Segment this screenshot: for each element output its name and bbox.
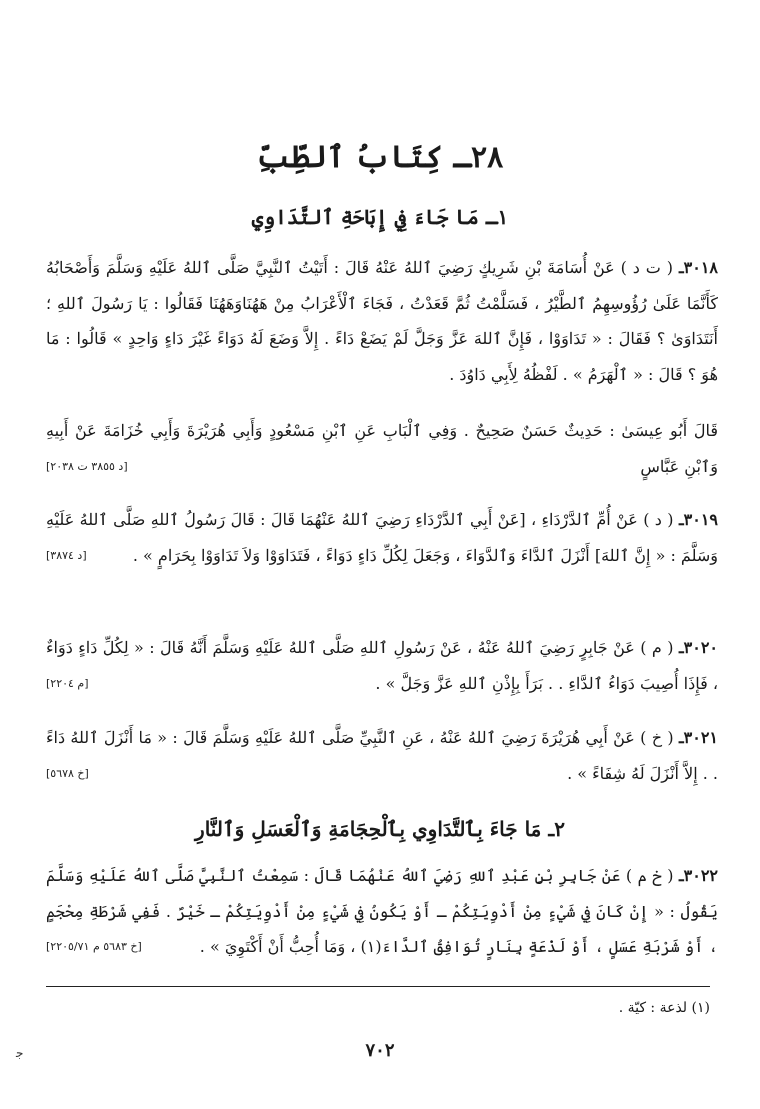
- source-reference: [د ٣٨٧٤]: [46, 548, 87, 562]
- hadith-text: ( م ) عَنْ جَابِرٍ رَضِيَ ٱللهُ عَنْهُ ، عَنْ رَسُولِ ٱللهِ صَلَّى ٱللهُ عَلَيْهِ وَسَلَّمَ أَنَّهُ قَالَ : « لِكُلِّ دَاءٍ دَوَاءٌ ، فَإِذَا أُصِيبَ دَوَاءُ ٱلدَّاءِ . . بَرَأَ بِإِذْنِ ٱللهِ عَزَّ وَجَلَّ » .: [46, 638, 718, 693]
- footnote-divider: [46, 986, 710, 987]
- hadith-number: ٣٠٢١ـ: [678, 728, 719, 747]
- source-reference: [خ ٥٦٨٣ م ٢٢٠٥/٧١]: [46, 940, 142, 953]
- hadith-number: ٣٠٢٢ـ: [678, 866, 718, 885]
- hadith-3019: [46, 502, 718, 573]
- hadith-text: ( خ م ) عَنْ جَابِرِ بْنِ عَبْدِ ٱللهِ رَضِيَ ٱللهُ عَنْهُمَا قَالَ : سَمِعْتُ ٱلنَّبِيَّ صَلَّى ٱللهُ عَلَيْهِ وَسَلَّمَ يَقُولُ : « إِنْ كَانَ فِي شَيْءٍ مِنْ أَدْوِيَتِكُمْ ـ أَوْ يَكُونُ فِي شَيْءٍ مِنْ أَدْوِيَتِكُمْ ـ خَيْرٌ . فَفِي شَرْطَةِ مِحْجَمٍ ، أَوْ شَرْبَةِ عَسَلٍ ، أَوْ لَذْعَةٍ بِنَارٍ تُوَافِقُ ٱلدَّاءَ(١) ، وَمَا أُحِبُّ أَنْ أَكْتَوِيَ » .: [46, 866, 718, 956]
- hadith-3018: [46, 250, 718, 392]
- chapter-title: ٢٨ـ كِتَابُ ٱلطِّبِّ: [256, 140, 504, 175]
- hadith-number: ٣٠٢٠ـ: [678, 638, 718, 657]
- footnote: (١) لذعة : كيّة .: [618, 1000, 710, 1016]
- source-reference: [م ٢٢٠٤]: [46, 676, 89, 690]
- source-reference: [خ ٥٦٧٨]: [46, 766, 89, 780]
- hadith-text: ( خ ) عَنْ أَبِي هُرَيْرَةَ رَضِيَ ٱللهُ عَنْهُ ، عَنِ ٱلنَّبِيِّ صَلَّى ٱللهُ عَلَيْهِ وَسَلَّمَ قَالَ : « مَا أَنْزَلَ ٱللهُ دَاءً . . إِلاَّ أَنْزَلَ لَهُ شِفَاءً » .: [46, 728, 718, 783]
- hadith-number: ٣٠١٨ـ: [678, 258, 718, 277]
- page-number: ٧٠٢: [365, 1040, 395, 1061]
- hadith-number: ٣٠١٩ـ: [678, 510, 718, 529]
- hadith-text: ( ت د ) عَنْ أُسَامَةَ بْنِ شَرِيكٍ رَضِيَ ٱللهُ عَنْهُ قَالَ : أَتَيْتُ ٱلنَّبِيَّ صَلَّى ٱللهُ عَلَيْهِ وَسَلَّمَ وَأَصْحَابُهُ كَأَنَّمَا عَلَىٰ رُؤُوسِهِمُ ٱلطَّيْرُ ، فَسَلَّمْتُ ثُمَّ قَعَدْتُ ، فَجَاءَ ٱلْأَعْرَابُ مِنْ هَهُنَاوَهَهُنَا فَقَالُوا : يَا رَسُولَ ٱللهِ ؛ أَنَتَدَاوَىٰ ؟ فَقَالَ : « تَدَاوَوْا ، فَإِنَّ ٱللهَ عَزَّ وَجَلَّ لَمْ يَضَعْ دَاءً . إِلاَّ وَضَعَ لَهُ دَوَاءً غَيْرَ دَاءٍ وَاحِدٍ » قَالُوا : مَا هُوَ ؟ قَالَ : « ٱلْهَرَمُ » . لَفْظُهُ لِأَبِي دَاوُدَ .: [46, 258, 718, 384]
- commentary-text: قَالَ أَبُو عِيسَىٰ : حَدِيثٌ حَسَنٌ صَحِيحٌ . وَفِي ٱلْبَابِ عَنِ ٱبْنِ مَسْعُودٍ وَأَبِي هُرَيْرَةَ وَأَبِي خُزَامَةَ عَنْ أَبِيهِ وَٱبْنِ عَبَّاسٍ: [46, 421, 718, 476]
- hadith-3018-commentary: [46, 413, 718, 484]
- hadith-3020: [46, 630, 718, 701]
- source-reference: [د ٣٨٥٥ ت ٢٠٣٨]: [46, 459, 128, 473]
- hadith-text: ( د ) عَنْ أُمِّ ٱلدَّرْدَاءِ ، [عَنْ أَبِي ٱلدَّرْدَاءِ رَضِيَ ٱللهُ عَنْهُمَا قَالَ : قَالَ رَسُولُ ٱللهِ صَلَّى ٱللهُ عَلَيْهِ وَسَلَّمَ : « إِنَّ ٱللهَ] أَنْزَلَ ٱلدَّاءَ وَٱلدَّوَاءَ ، وَجَعَلَ لِكُلِّ دَاءٍ دَوَاءً ، فَتَدَاوَوْا وَلاَ تَدَاوَوْا بِحَرَامٍ » .: [46, 510, 718, 565]
- hadith-3022: [46, 858, 718, 965]
- hadith-3021: [46, 720, 718, 791]
- section-title-2: ٢ـ مَا جَاءَ بِٱلتَّدَاوِي بِٱلْحِجَامَةِ وَٱلْعَسَلِ وَٱلنَّارِ: [195, 817, 565, 841]
- margin-mark: ﺟ: [16, 1046, 24, 1060]
- section-title-1: ١ـ مَا جَاءَ فِي إِبَاحَةِ ٱلتَّدَاوِي: [251, 205, 509, 229]
